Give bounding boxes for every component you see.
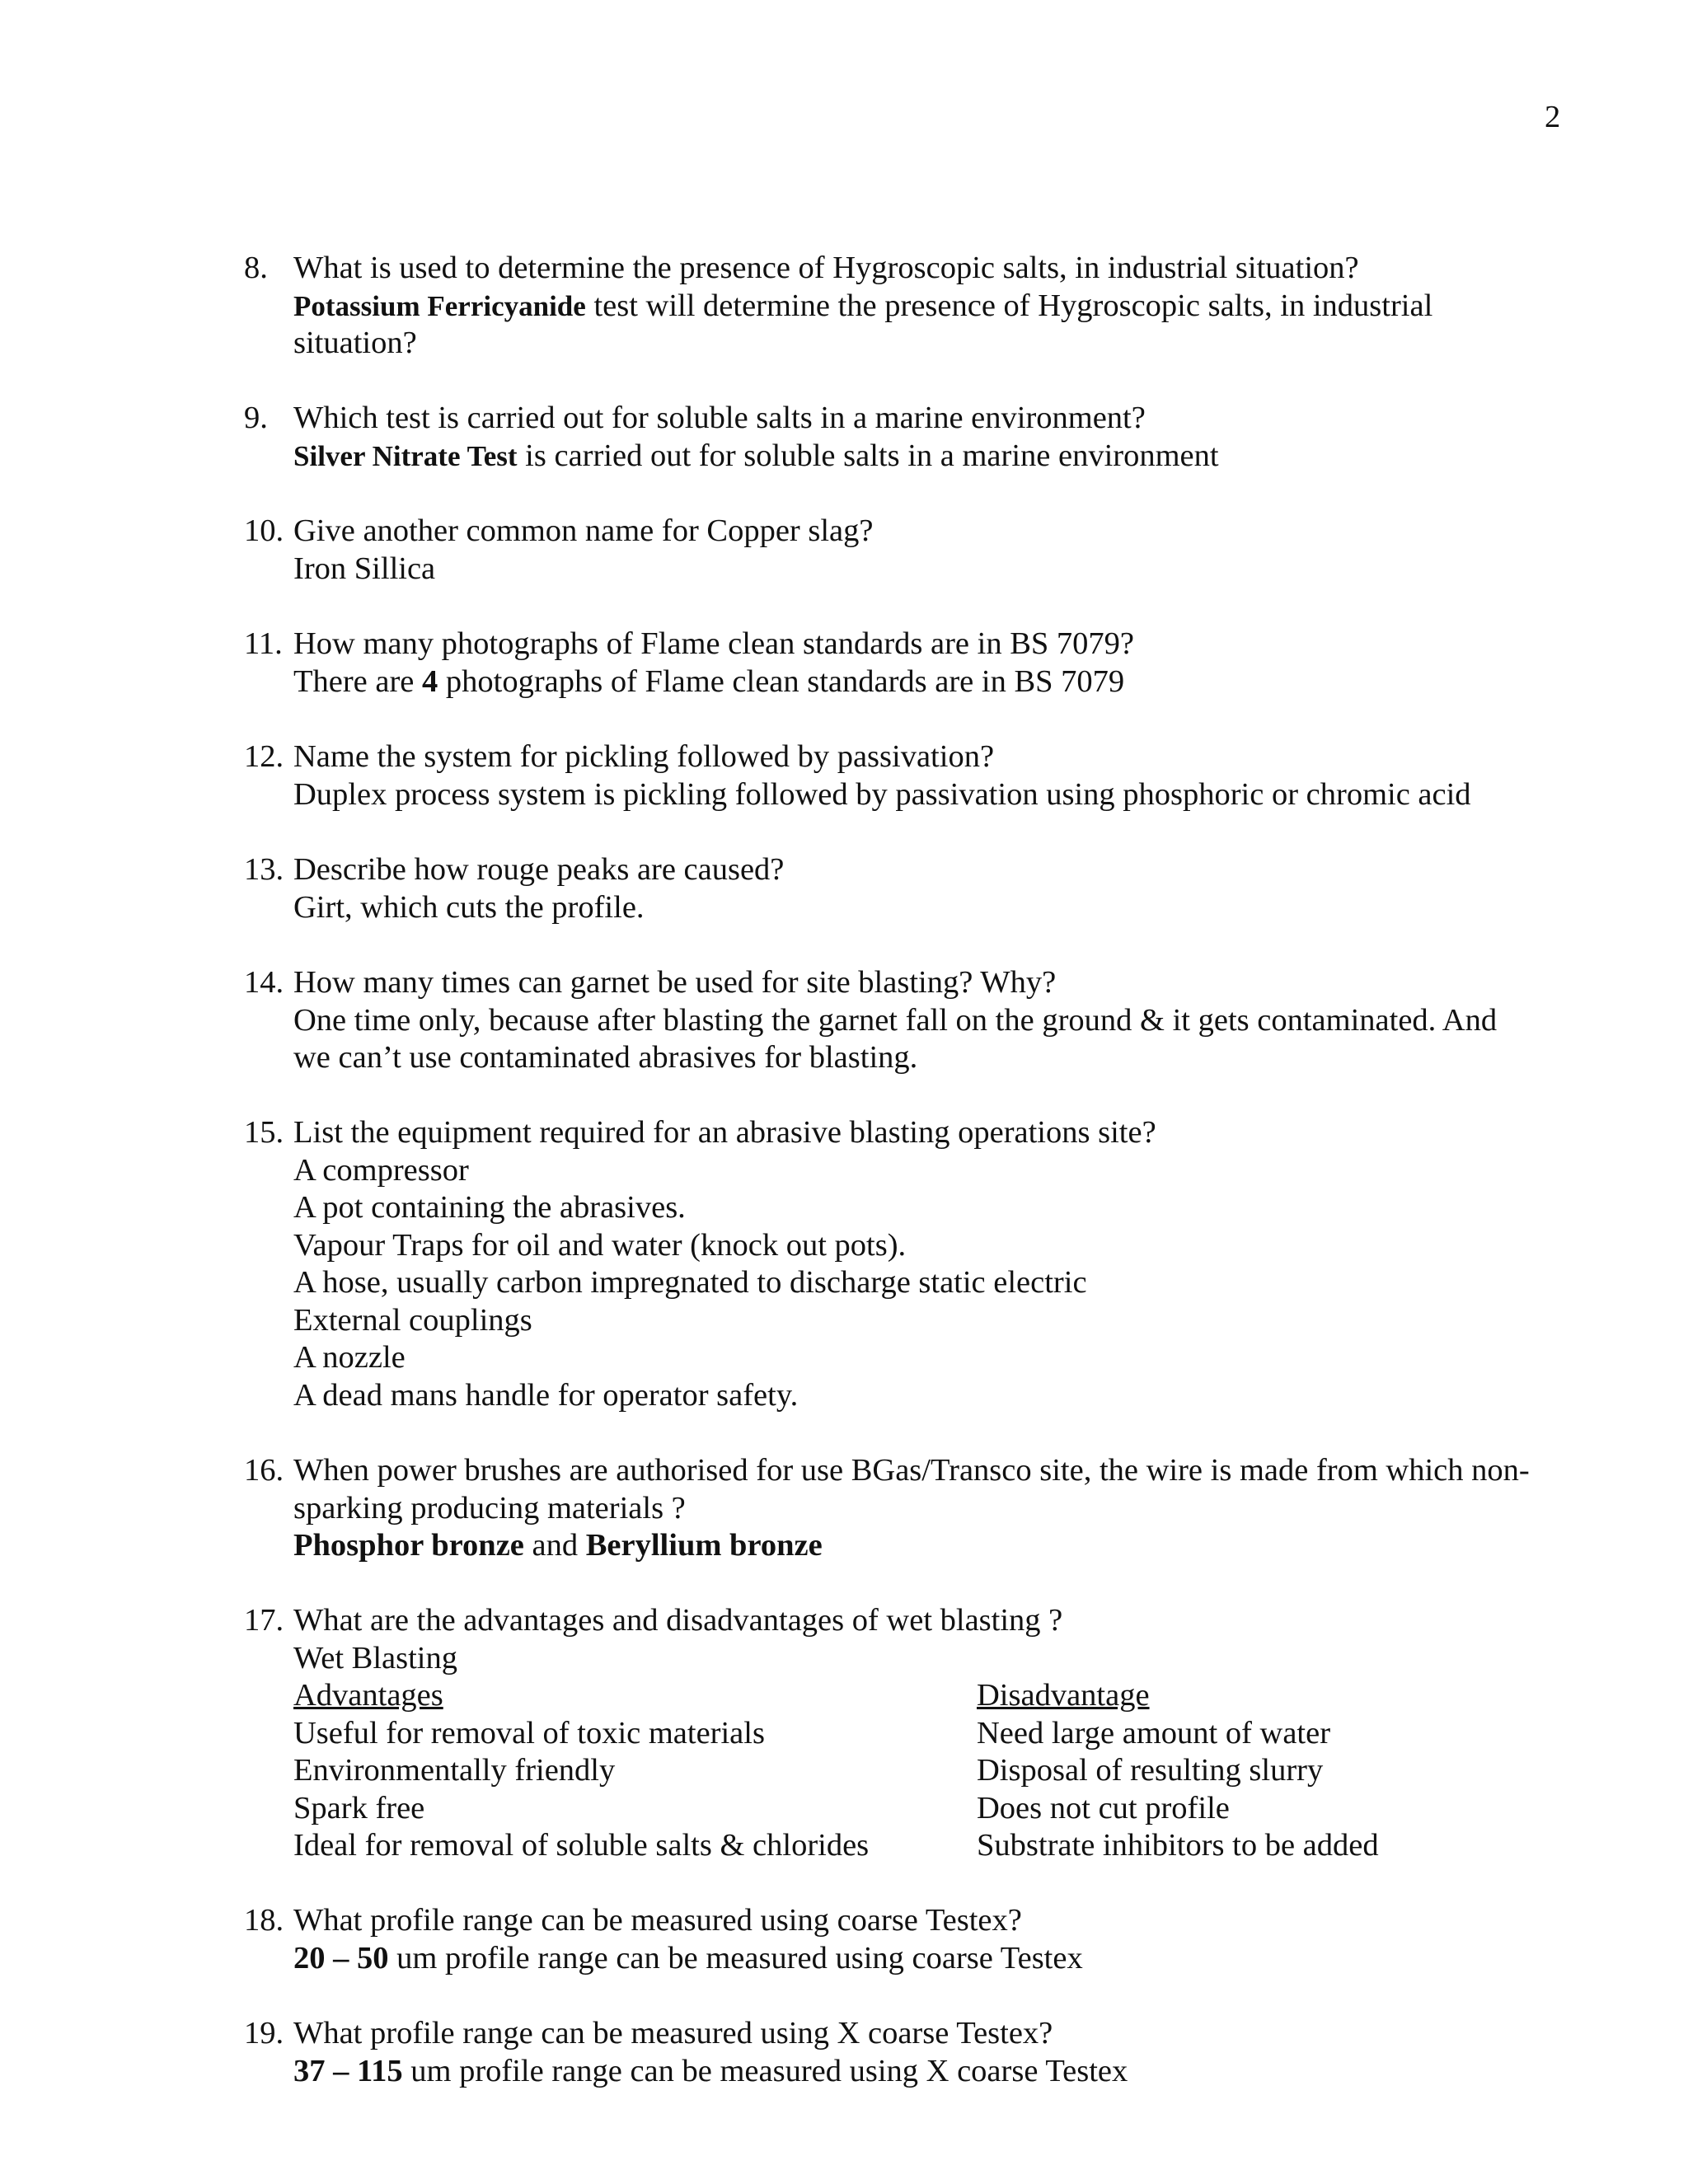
disadvantages-column [977,1677,1379,1865]
question-text: What is used to determine the presence of Hygroscopic salts, in industrial situation? [293,251,1359,285]
answer-emphasis: Silver Nitrate Test [293,439,518,472]
question-number: 9. [244,401,268,435]
page-number: 2 [1545,100,1561,134]
advantage-item: Useful for removal of toxic materials [293,1715,765,1750]
question-number: 14. [244,965,284,1000]
list-item: A nozzle [293,1340,406,1375]
list-item: A dead mans handle for operator safety. [293,1377,799,1413]
advantages-heading: Advantages [293,1678,443,1713]
answer-text: Phosphor bronze and Beryllium bronze [293,1528,823,1563]
answer-emphasis: Phosphor bronze [293,1528,524,1563]
question-text: When power brushes are authorised for use BGas/Transco site, the wire is made from which non- [293,1453,1530,1488]
question-number: 19. [244,2016,284,2050]
question-number: 12. [244,739,284,774]
question-number: 16. [244,1453,284,1488]
disadvantage-item: Does not cut profile [977,1790,1230,1825]
question-number: 18. [244,1903,284,1938]
question-text: How many photographs of Flame clean standards are in BS 7079? [293,626,1135,661]
answer-emphasis: Potassium Ferricyanide [293,289,586,322]
advantages-column [293,1677,869,1865]
question-number: 8. [244,251,268,285]
disadvantages-heading: Disadvantage [977,1678,1150,1713]
question-number: 15. [244,1115,284,1150]
question-text: Name the system for pickling followed by passivation? [293,739,995,774]
question-text: Describe how rouge peaks are caused? [293,852,785,887]
advantage-item: Ideal for removal of soluble salts & chlorides [293,1828,870,1863]
answer-text: Duplex process system is pickling followed by passivation using phosphoric or chromic acid [293,776,1471,812]
list-item: A compressor [293,1152,469,1188]
question-number: 13. [244,852,284,887]
list-item: External couplings [293,1302,532,1338]
disadvantage-item: Substrate inhibitors to be added [977,1828,1379,1863]
list-item: A hose, usually carbon impregnated to discharge static electric [293,1265,1087,1300]
answer-emphasis: 4 [422,663,438,699]
question-number: 11. [244,626,283,661]
answer-text-continued: situation? [293,326,417,360]
answer-text: Iron Sillica [293,551,436,586]
list-item: Vapour Traps for oil and water (knock out pots). [293,1227,907,1263]
disadvantage-item: Need large amount of water [977,1715,1331,1750]
question-text: What are the advantages and disadvantages of wet blasting ? [293,1603,1063,1638]
question-text: Give another common name for Copper slag? [293,513,874,548]
question-text: Which test is carried out for soluble salts in a marine environment? [293,401,1146,435]
answer-text: 20 – 50 um profile range can be measured using coarse Testex [293,1940,1083,1975]
answer-emphasis: Beryllium bronze [585,1528,823,1563]
answer-text: Potassium Ferricyanide test will determine the presence of Hygroscopic salts, in industrial [293,288,1433,323]
question-text: List the equipment required for an abrasive blasting operations site? [293,1115,1156,1150]
advantage-item: Spark free [293,1790,425,1825]
table-title: Wet Blasting [293,1640,458,1675]
advantage-item: Environmentally friendly [293,1753,616,1788]
answer-text-continued: we can’t use contaminated abrasives for blasting. [293,1040,918,1075]
answer-text: There are 4 photographs of Flame clean standards are in BS 7079 [293,663,1125,699]
question-text: How many times can garnet be used for site blasting? Why? [293,965,1057,1000]
answer-text: One time only, because after blasting the garnet fall on the ground & it gets contaminated. And [293,1002,1498,1038]
question-text: What profile range can be measured using X coarse Testex? [293,2016,1053,2050]
question-number: 17. [244,1603,284,1638]
list-item: A pot containing the abrasives. [293,1190,686,1225]
disadvantage-item: Disposal of resulting slurry [977,1753,1324,1788]
answer-text: Girt, which cuts the profile. [293,889,645,925]
answer-emphasis: 20 – 50 [293,1940,389,1975]
answer-text: 37 – 115 um profile range can be measured using X coarse Testex [293,2053,1128,2088]
comparison-table [293,1677,1579,1865]
answer-text: Silver Nitrate Test is carried out for soluble salts in a marine environment [293,438,1219,473]
question-text-continued: sparking producing materials ? [293,1490,686,1526]
question-number: 10. [244,513,284,548]
answer-emphasis: 37 – 115 [293,2053,403,2088]
question-text: What profile range can be measured using coarse Testex? [293,1903,1022,1938]
